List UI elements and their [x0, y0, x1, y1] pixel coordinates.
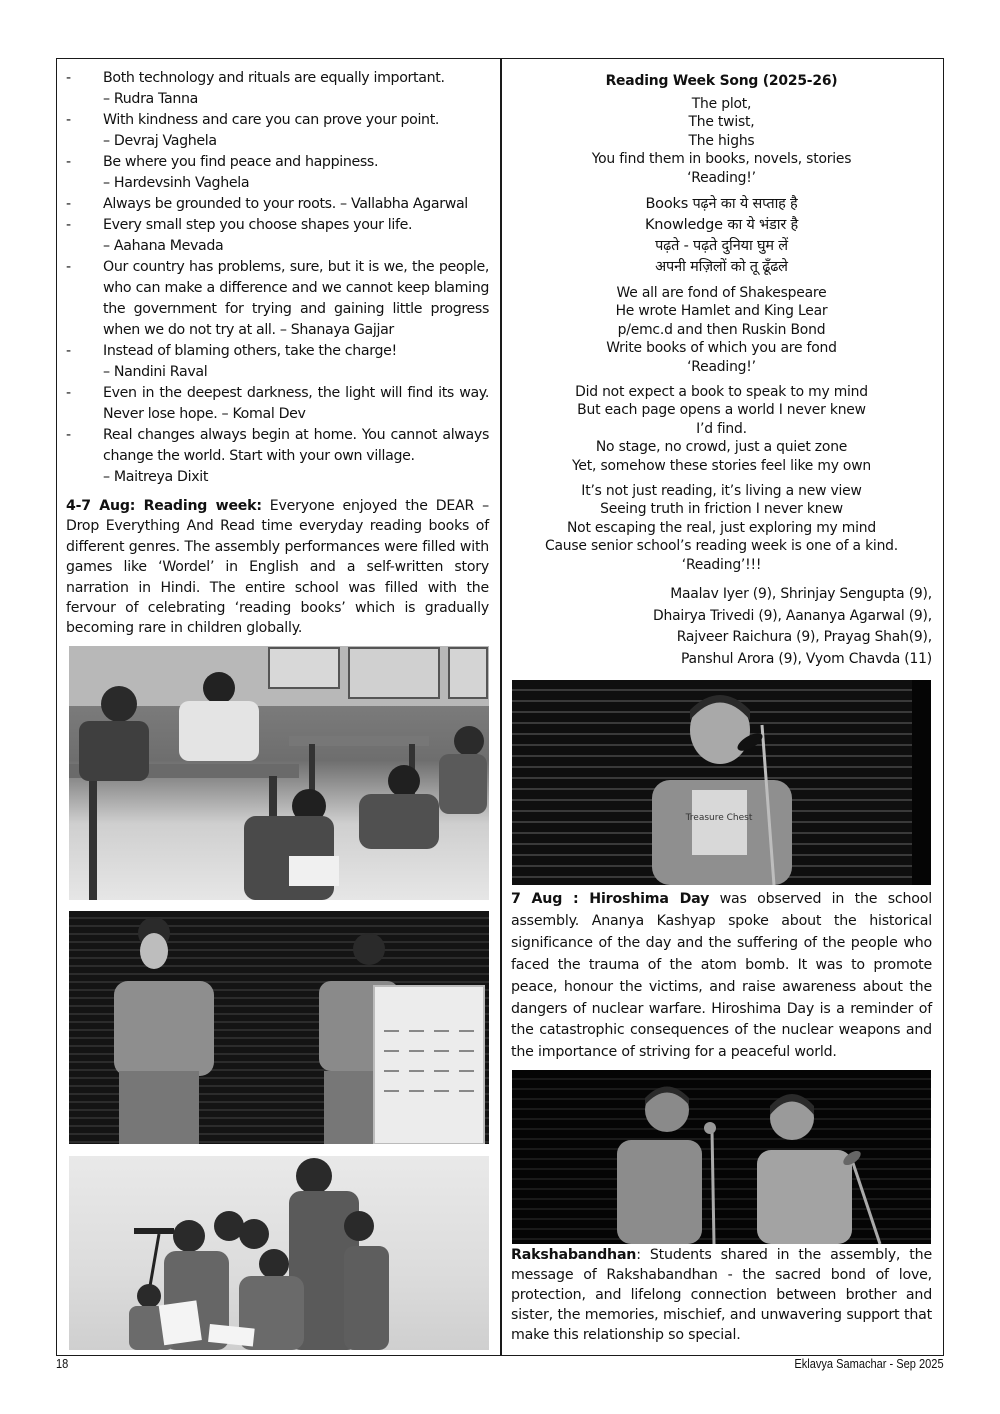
credit-line: Panshul Arora (9), Vyom Chavda (11): [680, 650, 932, 667]
song-title: Reading Week Song (2025-26): [605, 73, 838, 89]
right-column: [511, 68, 932, 670]
group-scene-icon: [69, 1156, 489, 1350]
rakshabandhan-scene-icon: [512, 1070, 931, 1244]
rakshabandhan-body: : Students shared in the assembly, the message of Rakshabandhan - the sacred bond of love, protection, and lifelong connection between brother and sister, the memories, mischief, and unwavering support that make this relationship so special.: [511, 1247, 932, 1343]
quote-author: – Nandini Raval: [103, 364, 208, 380]
wordel-scene-icon: [69, 911, 489, 1144]
group-narration-photo: [69, 1156, 489, 1350]
song-credits: [511, 584, 932, 670]
song-line: p/emc.d and then Ruskin Bond: [617, 321, 826, 338]
quote-text: Be where you find peace and happiness.: [103, 154, 379, 170]
classroom-scene-icon: [69, 646, 489, 900]
quote-item: - Even in the deepest darkness, the light will find its way. Never lose hope. – Komal Dev: [66, 385, 489, 422]
quote-author: – Maitreya Dixit: [103, 469, 209, 485]
song-stanza: [511, 482, 932, 575]
song-line: We all are fond of Shakespeare: [616, 284, 827, 301]
song-line: He wrote Hamlet and King Lear: [615, 303, 828, 320]
page-number: 18: [56, 1356, 69, 1371]
song-line: The plot,: [691, 95, 752, 112]
song-line: The highs: [688, 132, 755, 149]
song-stanza: [511, 383, 932, 476]
song-line: पढ़ते - पढ़ते दुनिया घुम लें: [655, 237, 788, 254]
quotes-list: [66, 68, 489, 488]
quote-text: Both technology and rituals are equally important.: [103, 70, 445, 86]
song-stanza-hindi: [511, 194, 932, 278]
song-line: No stage, no crowd, just a quiet zone: [595, 439, 848, 456]
reading-week-song: [511, 72, 932, 574]
hiroshima-paragraph: [511, 889, 932, 1064]
rakshabandhan-section: [511, 1245, 932, 1345]
song-line: Not escaping the real, just exploring my mind: [566, 519, 876, 536]
wordel-game-photo: [69, 911, 489, 1144]
hiroshima-scene-icon: [512, 680, 931, 885]
reading-week-body: Everyone enjoyed the DEAR – Drop Everything And Read time everyday reading books of different genres. The assembly performances were filled with games like ‘Wordel’ in English and a self-written story narration in Hindi. The entire school was filled with the fervour of celebrating ‘reading books’ which is gradually becoming rare in children globally.: [66, 498, 490, 637]
quote-item: - Real changes always begin at home. You cannot always change the world. Start with your own village. – Maitreya Dixit: [66, 425, 489, 488]
quote-author: – Rudra Tanna: [103, 91, 198, 107]
quote-item: - Our country has problems, sure, but it is we, the people, who can make a difference and we cannot keep blaming the government for trying and gaining little progress when we do not try at all. – Shanaya Gajjar: [66, 259, 489, 338]
hiroshima-day-photo: [512, 680, 931, 885]
column-divider: [500, 58, 502, 1356]
reading-week-paragraph: [66, 496, 489, 639]
hiroshima-heading: 7 Aug : Hiroshima Day: [511, 891, 710, 907]
song-line: Books पढ़ने का ये सप्ताह है: [645, 195, 798, 212]
credit-line: Maalav Iyer (9), Shrinjay Sengupta (9),: [670, 586, 932, 603]
rakshabandhan-photo: [512, 1070, 931, 1244]
quote-text: Always be grounded to your roots. – Vallabha Agarwal: [103, 196, 468, 212]
quote-text: Even in the deepest darkness, the light will find its way. Never lose hope. – Komal Dev: [103, 385, 489, 422]
quote-item: - With kindness and care you can prove your point. – Devraj Vaghela: [66, 110, 489, 152]
song-stanza: [511, 284, 932, 377]
song-line: Yet, somehow these stories feel like my own: [571, 457, 871, 474]
song-line: The twist,: [688, 114, 755, 131]
classroom-reading-photo: [69, 646, 489, 900]
left-column: [66, 68, 489, 639]
quote-text: Real changes always begin at home. You cannot always change the world. Start with your own village.: [103, 427, 489, 464]
song-line: Seeing truth in friction I never knew: [600, 501, 843, 518]
page-footer: [56, 1356, 944, 1371]
hiroshima-body: was observed in the school assembly. Ananya Kashyap spoke about the historical significance of the day and the suffering of the people who faced the trauma of the atom bomb. It was to promote peace, honour the victims, and raise awareness about the dangers of nuclear warfare. Hiroshima Day is a reminder of the catastrophic consequences of the nuclear weapons and the importance of striving for a peaceful world.: [511, 891, 933, 1061]
quote-item: - Be where you find peace and happiness. – Hardevsinh Vaghela: [66, 152, 489, 194]
credit-line: Rajveer Raichura (9), Prayag Shah(9),: [676, 629, 932, 646]
song-line: But each page opens a world I never knew: [577, 402, 866, 419]
quote-author: – Devraj Vaghela: [103, 133, 217, 149]
song-line: Cause senior school’s reading week is one of a kind.: [544, 538, 899, 555]
song-line: Knowledge का ये भंडार है: [645, 216, 798, 233]
quote-item: - Instead of blaming others, take the charge! – Nandini Raval: [66, 341, 489, 383]
song-line: अपनी मज़िलों को तू ढूँढले: [655, 258, 788, 275]
hiroshima-day-section: [511, 889, 932, 1064]
quote-text: Our country has problems, sure, but it is we, the people, who can make a difference and we cannot keep blaming the government for trying and gaining little progress when we do not try at all. – Shanaya Gajjar: [103, 259, 489, 338]
quote-author: – Hardevsinh Vaghela: [103, 175, 250, 191]
song-line: ‘Reading’!!!: [681, 556, 762, 573]
song-stanza: [511, 95, 932, 188]
quote-item: - Both technology and rituals are equally important. – Rudra Tanna: [66, 68, 489, 110]
rakshabandhan-paragraph: [511, 1245, 932, 1345]
song-line: You find them in books, novels, stories: [591, 151, 852, 168]
quote-text: Instead of blaming others, take the charge!: [103, 343, 397, 359]
svg-text:Treasure Chest: Treasure Chest: [685, 813, 753, 823]
credit-line: Dhairya Trivedi (9), Aananya Agarwal (9),: [653, 607, 932, 624]
quote-item: - Always be grounded to your roots. – Vallabha Agarwal: [66, 196, 468, 212]
song-line: Did not expect a book to speak to my mind: [575, 383, 868, 400]
song-line: ‘Reading!’: [687, 358, 756, 375]
song-line: ‘Reading!’: [687, 169, 756, 186]
publication-name: Eklavya Samachar - Sep 2025: [794, 1356, 944, 1371]
quote-text: Every small step you choose shapes your life.: [103, 217, 413, 233]
song-line: Write books of which you are fond: [606, 340, 837, 357]
rakshabandhan-heading: Rakshabandhan: [511, 1247, 637, 1263]
quote-text: With kindness and care you can prove your point.: [103, 112, 440, 128]
reading-week-heading: 4-7 Aug: Reading week:: [66, 498, 262, 514]
song-line: It’s not just reading, it’s living a new view: [581, 482, 862, 499]
song-line: I’d find.: [696, 420, 747, 437]
quote-author: – Aahana Mevada: [103, 238, 224, 254]
quote-item: - Every small step you choose shapes your life. – Aahana Mevada: [66, 215, 489, 257]
